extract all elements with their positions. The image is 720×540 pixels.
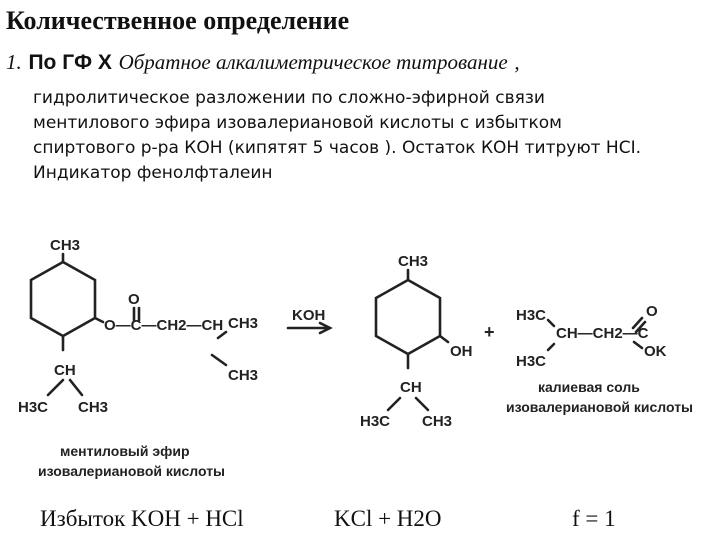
reagent-label: KOH — [292, 307, 326, 324]
menthol-ring — [376, 280, 440, 354]
reactant-ch3-right-bottom: CH3 — [228, 367, 259, 384]
method-number: 1. — [6, 50, 22, 74]
reactant-ester-chain: O—C—CH2—CH — [104, 317, 224, 334]
menthol-isopropyl-right: CH3 — [422, 413, 453, 430]
reactant-caption-line2: изовалериановой кислоты — [38, 463, 226, 479]
reactant-ch3-top: CH3 — [50, 237, 81, 254]
method-description — [33, 86, 713, 186]
menthol-ch3-top: CH3 — [398, 253, 429, 270]
salt-chain: CH—CH2—C — [556, 325, 649, 342]
reactant-ch3-right-top: CH3 — [228, 315, 259, 332]
salt-caption-line2: изовалериановой кислоты — [506, 399, 694, 415]
salt-h3c-top: H3C — [516, 307, 547, 324]
method-heading — [6, 50, 520, 75]
plus-sign: + — [484, 322, 495, 342]
equation-right: KCl + H2O — [334, 506, 442, 531]
menthol-isopropyl-ch: CH — [400, 379, 422, 396]
description-line: Индикатор фенолфталеин — [33, 163, 273, 183]
pharmacopoeia-label: По ГФ Х — [28, 51, 112, 74]
description-line: спиртового р-ра КОН (кипятят 5 часов ). Остаток КОН титруют HCI. — [33, 138, 642, 158]
equation-left: Избыток KOH + HCl — [40, 506, 244, 531]
method-trailing: , — [514, 50, 520, 74]
reactant-caption-line1: ментиловый эфир — [60, 443, 190, 459]
description-line: ментилового эфира изовалериановой кислоты с избытком — [33, 113, 562, 133]
titration-factor: f = 1 — [572, 506, 616, 531]
reactant-isopropyl-ch: CH — [54, 362, 76, 379]
reactant-ring — [31, 262, 95, 336]
reactant-isopropyl-left: H3C — [18, 399, 49, 416]
menthol-isopropyl-left: H3C — [360, 413, 391, 430]
reactant-isopropyl-right: CH3 — [78, 399, 109, 416]
salt-h3c-bottom: H3C — [516, 353, 547, 370]
page-title: Количественное определение — [6, 6, 350, 35]
menthol-oh: OH — [450, 343, 473, 360]
salt-caption-line1: калиевая соль — [538, 379, 640, 395]
reactant-carbonyl-o: O — [128, 291, 140, 308]
reaction-scheme — [0, 220, 720, 500]
salt-o-top: O — [646, 303, 658, 320]
method-name: Обратное алкалиметрическое титрование — [118, 50, 508, 74]
salt-ok: OK — [644, 343, 667, 360]
description-line: гидролитическое разложении по сложно-эфирной связи — [33, 88, 545, 108]
